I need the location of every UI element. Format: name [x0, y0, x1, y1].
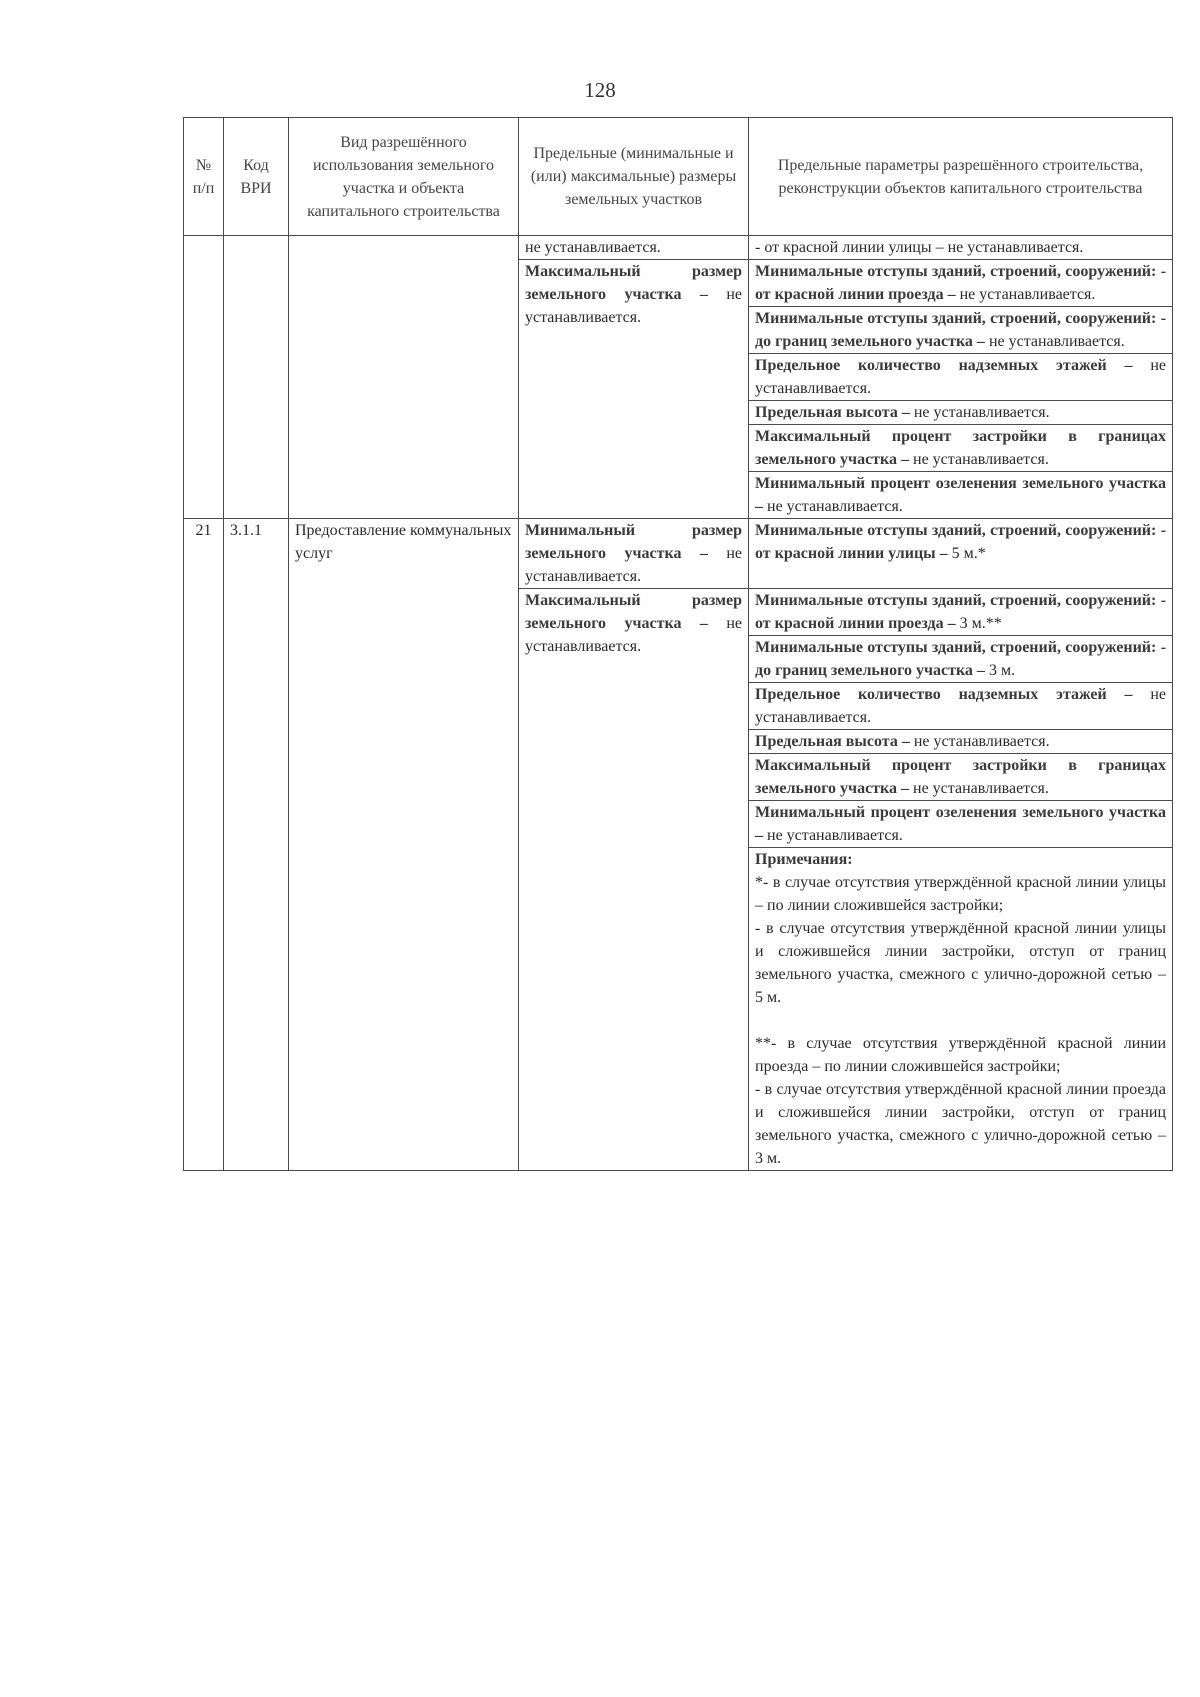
header-size: Предельные (минимальные и (или) максимальные) размеры земельных участков: [519, 118, 749, 236]
param-label: Предельная высота –: [755, 404, 910, 421]
param-value: не устанавливается.: [755, 357, 1167, 397]
cell-code: 3.1.1: [224, 519, 289, 1171]
param-value: не устанавливается.: [913, 733, 1050, 750]
size-label: Минимальный размер земельного участка –: [525, 522, 742, 562]
param-value: не устанавливается.: [913, 780, 1049, 797]
param-label: Минимальные отступы зданий, строений, сооружений:: [755, 639, 1157, 656]
table-row: [184, 236, 1173, 260]
table-row: [184, 519, 1173, 589]
cell-num: 21: [184, 519, 224, 1171]
param-label: Максимальный процент застройки в границах земельного участка –: [755, 757, 1166, 797]
cell-size-max: [519, 589, 749, 1171]
cell-param: [749, 730, 1173, 754]
cell-param: [749, 519, 1173, 589]
cell-kind-empty: [289, 236, 519, 519]
table-header-row: [184, 118, 1173, 236]
param-label: Минимальный процент озеленения земельного участка –: [755, 804, 1166, 844]
param-sublabel: - от красной линии улицы –: [755, 522, 1167, 562]
cell-code-empty: [224, 236, 289, 519]
cell-param: [749, 801, 1173, 848]
cell-notes: [749, 848, 1173, 1171]
cell-param: [749, 260, 1173, 307]
param-label: Предельное количество надземных этажей –: [755, 357, 1133, 374]
cell-param: [749, 401, 1173, 425]
header-kind: Вид разрешённого использования земельного участка и объекта капитального строительства: [289, 118, 519, 236]
size-value: не устанавливается.: [525, 286, 742, 326]
cell-param: [749, 636, 1173, 683]
note-text: - в случае отсутствия утверждённой красной линии проезда и сложившейся линии застройки, отступ от границ земельного участка, смежного с улично-дорожной сетью – 3 м.: [755, 1081, 1166, 1167]
cell-param: [749, 754, 1173, 801]
param-value: не устанавливается.: [767, 498, 903, 515]
param-value: 3 м.: [988, 662, 1016, 679]
cell-size-cont: [519, 236, 749, 260]
size-text: не устанавливается.: [525, 239, 661, 256]
size-label: Максимальный размер земельного участка –: [525, 592, 742, 632]
size-value: не устанавливается.: [525, 615, 742, 655]
cell-param: [749, 472, 1173, 519]
param-sublabel: - от красной линии проезда –: [755, 592, 1167, 632]
param-value: не устанавливается.: [913, 451, 1049, 468]
param-value: не устанавливается.: [755, 686, 1167, 726]
param-value: 5 м.*: [951, 545, 986, 562]
notes-title: Примечания:: [755, 851, 853, 868]
param-label: Минимальные отступы зданий, строений, сооружений:: [755, 310, 1157, 327]
param-label: Минимальные отступы зданий, строений, сооружений:: [755, 522, 1157, 539]
param-label: Минимальные отступы зданий, строений, сооружений:: [755, 592, 1157, 609]
param-label: Предельная высота –: [755, 733, 910, 750]
note-text: - в случае отсутствия утверждённой красной линии улицы и сложившейся линии застройки, отступ от границ земельного участка, смежного с улично-дорожной сетью – 5 м.: [755, 920, 1166, 1006]
param-label: Максимальный процент застройки в границах земельного участка –: [755, 428, 1166, 468]
header-code: Код ВРИ: [224, 118, 289, 236]
cell-kind: Предоставление коммунальных услуг: [289, 519, 519, 1171]
header-num: № п/п: [184, 118, 224, 236]
note-text: **- в случае отсутствия утверждённой красной линии проезда – по линии сложившейся застройки;: [755, 1035, 1166, 1075]
param-value: 3 м.**: [959, 615, 1002, 632]
cell-param: [749, 354, 1173, 401]
param-value: не устанавливается.: [767, 827, 903, 844]
regulations-table: [183, 117, 1173, 1171]
param-sublabel: - от красной линии проезда –: [755, 263, 1167, 303]
note-text: *- в случае отсутствия утверждённой красной линии улицы – по линии сложившейся застройки;: [755, 874, 1166, 914]
cell-param: [749, 425, 1173, 472]
size-label: Максимальный размер земельного участка –: [525, 263, 742, 303]
param-label: Предельное количество надземных этажей –: [755, 686, 1133, 703]
param-label: Минимальные отступы зданий, строений, сооружений:: [755, 263, 1157, 280]
param-value: не устанавливается.: [988, 333, 1125, 350]
param-value: не устанавливается.: [913, 404, 1050, 421]
param-sublabel: - до границ земельного участка –: [755, 639, 1167, 679]
cell-size-max: [519, 260, 749, 519]
param-label: Минимальный процент озеленения земельного участка –: [755, 475, 1166, 515]
size-value: не устанавливается.: [525, 545, 742, 585]
cell-param: [749, 683, 1173, 730]
page-number: 128: [584, 78, 616, 102]
cell-param: [749, 307, 1173, 354]
cell-size-min: [519, 519, 749, 589]
header-params: Предельные параметры разрешённого строительства, реконструкции объектов капитального строительства: [749, 118, 1173, 236]
param-text: - от красной линии улицы – не устанавливается.: [755, 239, 1084, 256]
cell-param: [749, 589, 1173, 636]
param-sublabel: - до границ земельного участка –: [755, 310, 1167, 350]
note-spacer: [755, 1009, 1166, 1032]
param-value: не устанавливается.: [959, 286, 1096, 303]
cell-num-empty: [184, 236, 224, 519]
cell-param: [749, 236, 1173, 260]
